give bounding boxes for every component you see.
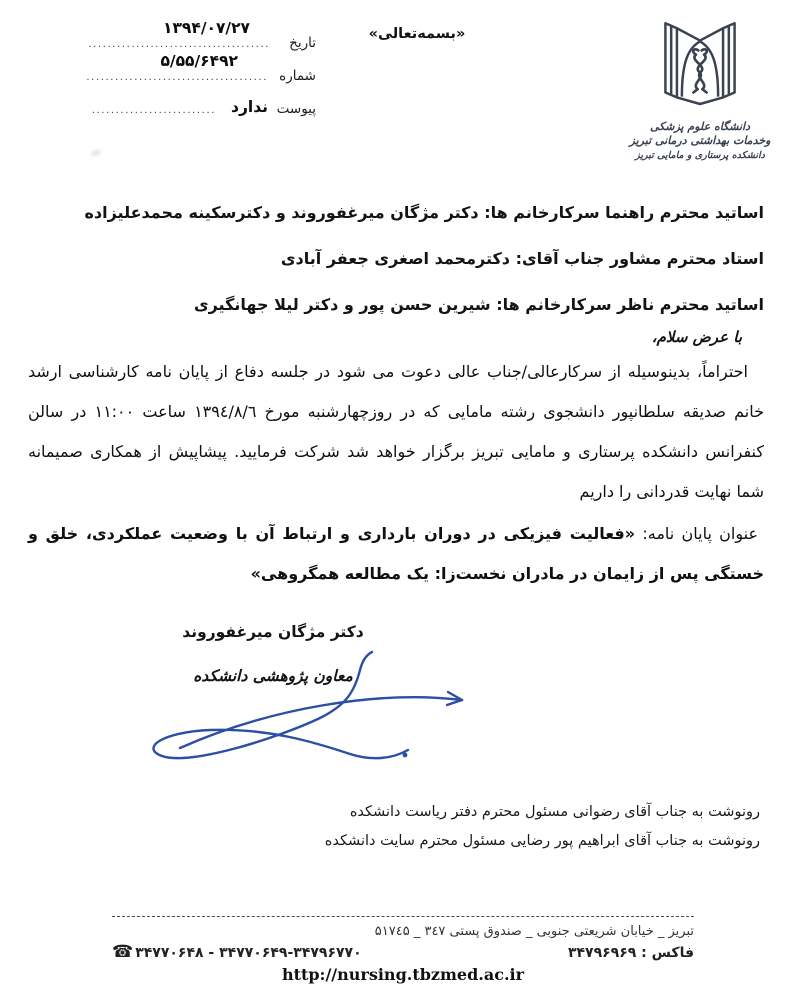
thesis-title-text: «فعالیت فیزیکی در دوران بارداری و ارتباط آن با وضعیت عملکردی، خلق و خستگی پس از زایمان در مادران نخست‌زا: یک مطالعه همگروهی» [28,524,764,583]
university-emblem-icon [644,4,756,120]
footer-address: تبریز _ خیابان شریعتی جنوبی _ صندوق پستی ۳٤۷ _ ۵۱۷٤۵ [374,924,694,939]
number-field [60,52,316,88]
attachment-field [60,88,316,121]
recipient-line-examiners: اساتید محترم ناظر سرکارخانم ها: شیرین حسن پور و دکتر لیلا جهانگیری [193,295,764,314]
number-value: ۵/۵۵/۶۴۹۲ [160,52,238,70]
bismillah-text: «بسمه‌تعالی» [368,26,466,42]
letter-body [28,352,764,594]
footer-phone-numbers: ۳۴۷۷۰۶۴۸ - ۳۴۷۷۰۶۴۹-۳۴۷۹۶۷۷۰ [135,944,362,961]
number-label: شماره [279,68,316,84]
cc-line-dean-office: رونوشت به جناب آقای رضوانی مسئول محترم دفتر ریاست دانشکده [349,804,760,820]
scan-artifact [87,146,105,160]
date-value: ۱۳۹۴/۰۷/۲۷ [162,19,250,37]
salutation-text: با عرض سلام، [651,328,742,346]
attachment-value: ندارد [231,98,268,116]
attachment-dotted-line: .......................... [91,105,216,116]
attachment-label: پیوست [276,101,316,117]
thesis-title-label: عنوان پایان نامه: [635,524,758,543]
footer-website-url[interactable]: http://nursing.tbzmed.ac.ir [281,965,525,984]
footer-contact-row [112,944,694,961]
date-field [60,19,316,55]
recipient-line-advisor: استاد محترم مشاور جناب آقای: دکترمحمد اصغری جعفر آبادی [280,249,764,268]
date-label: تاریخ [289,35,316,51]
logo-text-university: دانشگاه علوم پزشکی [650,120,750,133]
handwritten-signature [110,642,490,777]
thesis-title-line [28,514,764,594]
letter-footer [112,916,694,984]
footer-fax: فاکس : ۳۴۷۹۶۹۶۹ [567,944,694,961]
logo-text-faculty: دانشکده پرستاری و مامایی تبریز [635,149,765,161]
date-dotted-line: ...................................... [88,39,270,50]
recipient-line-supervisors: اساتید محترم راهنما سرکارخانم ها: دکتر مژگان میرغفوروند و دکترسکینه محمدعلیزاده [84,203,764,222]
telephone-icon: ☎ [112,942,134,962]
cc-line-site-manager: رونوشت به جناب آقای ابراهیم پور رضایی مسئول محترم سایت دانشکده [324,833,760,849]
footer-phones-group [112,944,362,961]
cc-lines [34,798,760,856]
logo-text-health-services: وخدمات بهداشتی درمانی تبریز [629,133,771,147]
number-dotted-line: ...................................... [86,72,268,83]
signature-name: دکتر مژگان میرغفوروند [182,623,364,641]
letterhead-reference-fields [60,19,316,121]
invitation-paragraph: احتراماً، بدینوسیله از سرکارعالی/جناب عالی دعوت می شود در جلسه دفاع از پایان نامه کارشناسی ارشد خانم صدیقه سلطانپور دانشجوی رشته مامایی که در روزچهارشنبه مورخ ۱۳۹٤/۸/٦ ساعت ۱۱:۰۰ در سالن کنفرانس دانشکده پرستاری و مامایی تبریز برگزار خواهد شد شرکت فرمایید. پیشاپیش از همکاری صمیمانه شما نهایت قدردانی را داریم [28,362,765,501]
signature-role: معاون پژوهشی دانشکده [193,667,353,685]
footer-dashed-divider [112,916,694,917]
university-logo [620,4,780,161]
recipient-lines [30,190,764,328]
